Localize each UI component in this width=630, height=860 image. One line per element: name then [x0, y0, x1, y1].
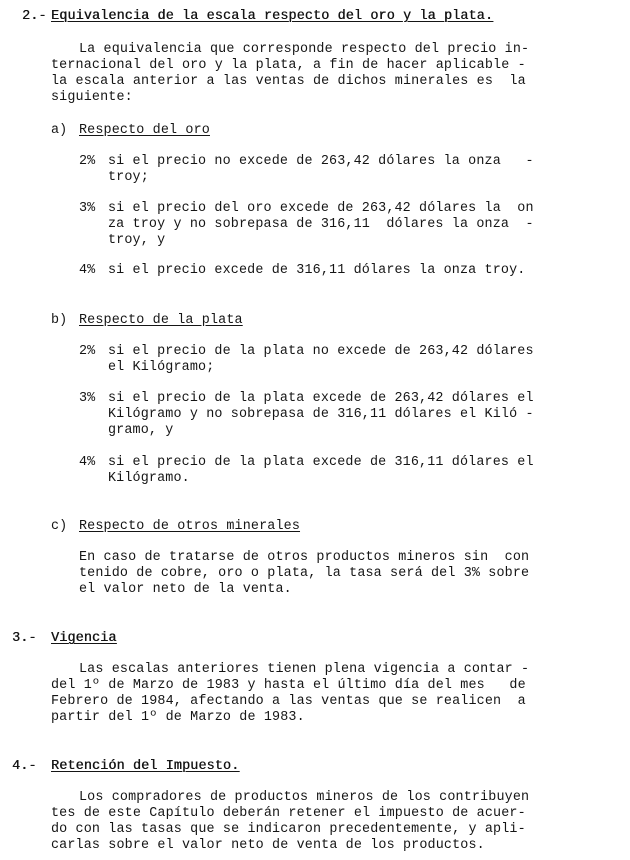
section-3-line: partir del 1º de Marzo de 1983.: [51, 710, 305, 725]
subsection-c-line: el valor neto de la venta.: [79, 582, 292, 597]
section-2-intro-line: ternacional del oro y la plata, a fin de hacer aplicable -: [51, 58, 526, 73]
silver-item-1-line: el Kilógramo;: [108, 360, 215, 375]
gold-item-3-pct: 4%: [79, 263, 96, 278]
section-2-intro-line: siguiente:: [51, 90, 133, 105]
gold-item-1-line: si el precio no excede de 263,42 dólares la onza -: [108, 154, 534, 169]
silver-item-2-pct: 3%: [79, 391, 96, 406]
section-2-number: 2.-: [22, 9, 47, 24]
section-3-line: del 1º de Marzo de 1983 y hasta el último día del mes de: [51, 678, 526, 693]
gold-item-1-pct: 2%: [79, 154, 96, 169]
subsection-c-line: En caso de tratarse de otros productos mineros sin con: [79, 550, 530, 565]
section-4-line: Los compradores de productos mineros de los contribuyen: [79, 790, 530, 805]
section-2-intro-line: La equivalencia que corresponde respecto del precio in-: [79, 42, 530, 57]
silver-item-3-line: si el precio de la plata excede de 316,11 dólares el: [108, 455, 534, 470]
gold-item-2-line: si el precio del oro excede de 263,42 dólares la on: [108, 201, 534, 216]
silver-item-1-pct: 2%: [79, 344, 96, 359]
silver-item-3-line: Kilógramo.: [108, 471, 190, 486]
section-3-heading: Vigencia: [51, 631, 117, 646]
section-4-number: 4.-: [12, 759, 37, 774]
section-3-line: Febrero de 1984, afectando a las ventas que se realicen a: [51, 694, 526, 709]
section-2-heading: Equivalencia de la escala respecto del oro y la plata.: [51, 9, 494, 24]
silver-item-2-line: Kilógramo y no sobrepasa de 316,11 dólares el Kiló -: [108, 407, 534, 422]
subsection-c-line: tenido de cobre, oro o plata, la tasa será del 3% sobre: [79, 566, 530, 581]
section-4-line: do con las tasas que se indicaron precedentemente, y apli-: [51, 822, 526, 837]
section-4-heading: Retención del Impuesto.: [51, 759, 240, 774]
subsection-a-label: a): [51, 123, 68, 138]
gold-item-2-line: troy, y: [108, 233, 166, 248]
section-4-line: carlas sobre el valor neto de venta de los productos.: [51, 838, 485, 853]
subsection-c-heading: Respecto de otros minerales: [79, 519, 301, 534]
silver-item-3-pct: 4%: [79, 455, 96, 470]
silver-item-1-line: si el precio de la plata no excede de 263,42 dólares: [108, 344, 534, 359]
subsection-b-label: b): [51, 313, 68, 328]
section-3-number: 3.-: [12, 631, 37, 646]
silver-item-2-line: si el precio de la plata excede de 263,42 dólares el: [108, 391, 534, 406]
section-3-line: Las escalas anteriores tienen plena vigencia a contar -: [79, 662, 530, 677]
subsection-c-label: c): [51, 519, 68, 534]
gold-item-2-pct: 3%: [79, 201, 96, 216]
subsection-a-heading: Respecto del oro: [79, 123, 210, 138]
gold-item-3-line: si el precio excede de 316,11 dólares la onza troy.: [108, 263, 526, 278]
silver-item-2-line: gramo, y: [108, 423, 174, 438]
gold-item-1-line: troy;: [108, 170, 149, 185]
subsection-b-heading: Respecto de la plata: [79, 313, 243, 328]
section-2-intro-line: la escala anterior a las ventas de dichos minerales es la: [51, 74, 526, 89]
gold-item-2-line: za troy y no sobrepasa de 316,11 dólares la onza -: [108, 217, 534, 232]
section-4-line: tes de este Capítulo deberán retener el impuesto de acuer-: [51, 806, 526, 821]
